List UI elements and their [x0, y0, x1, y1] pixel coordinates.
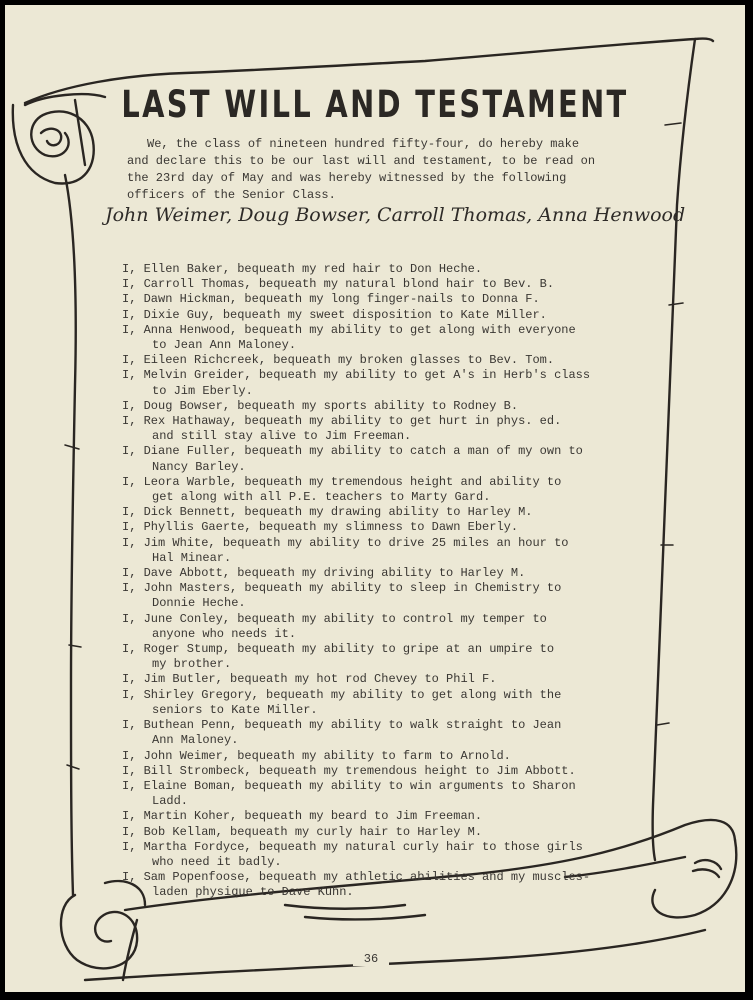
bequest-text: I, Martin Koher, bequeath my beard to Jim Freeman.: [122, 809, 483, 824]
bequest-item: [122, 612, 642, 642]
officer-signatures: John Weimer, Doug Bowser, Carroll Thomas, Anna Henwood: [105, 204, 686, 226]
bequest-text: I, Roger Stump, bequeath my ability to gripe at an umpire to: [122, 642, 555, 657]
bequest-continuation: to Jim Eberly.: [152, 383, 253, 398]
bequest-text: I, Bill Strombeck, bequeath my tremendous height to Jim Abbott.: [122, 763, 576, 778]
bequest-text: I, Buthean Penn, bequeath my ability to walk straight to Jean: [122, 718, 562, 733]
bequest-text: I, June Conley, bequeath my ability to control my temper to: [122, 611, 547, 626]
bequest-text: I, Sam Popenfoose, bequeath my athletic abilities and my muscles-: [122, 870, 591, 885]
bequest-text: I, Anna Henwood, bequeath my ability to get along with everyone: [122, 322, 576, 337]
bequest-text: I, Diane Fuller, bequeath my ability to catch a man of my own to: [122, 444, 583, 459]
bequest-item: [122, 688, 642, 718]
bequest-continuation: seniors to Kate Miller.: [152, 702, 318, 717]
bequest-list: [122, 262, 642, 901]
bequest-text: I, Dawn Hickman, bequeath my long finger-nails to Donna F.: [122, 292, 540, 307]
bequest-item: [122, 475, 642, 505]
top-curl-swirl: [41, 129, 61, 146]
bequest-text: I, Martha Fordyce, bequeath my natural curly hair to those girls: [122, 839, 583, 854]
bequest-continuation: Ann Maloney.: [152, 733, 239, 748]
bequest-text: I, Doug Bowser, bequeath my sports ability to Rodney B.: [122, 398, 519, 413]
scroll-right-edge: [653, 39, 695, 860]
bequest-item: [122, 323, 642, 353]
scroll-left-edge: [65, 175, 76, 895]
bequest-item: [122, 262, 642, 277]
bequest-item: [122, 353, 642, 368]
page-title: LAST WILL AND TESTAMENT: [121, 83, 629, 126]
bequest-continuation: to Jean Ann Maloney.: [152, 338, 297, 353]
bequest-item: [122, 870, 642, 900]
intro-paragraph: [127, 136, 627, 204]
bequest-continuation: Hal Minear.: [152, 550, 232, 565]
bequest-item: [122, 779, 642, 809]
bequest-continuation: anyone who needs it.: [152, 626, 297, 641]
bequest-item: [122, 749, 642, 764]
bottom-flourish: [693, 860, 721, 877]
bequest-item: [122, 809, 642, 824]
bequest-item: [122, 368, 642, 398]
bequest-continuation: Ladd.: [152, 794, 189, 809]
bequest-text: I, Dick Bennett, bequeath my drawing ability to Harley M.: [122, 505, 533, 520]
bequest-text: I, Melvin Greider, bequeath my ability to get A's in Herb's class: [122, 368, 591, 383]
document-page: [5, 5, 745, 992]
bequest-continuation: get along with all P.E. teachers to Marty Gard.: [152, 490, 491, 505]
bequest-item: [122, 505, 642, 520]
bequest-item: [122, 308, 642, 323]
bequest-item: [122, 718, 642, 748]
bequest-text: I, Elaine Boman, bequeath my ability to win arguments to Sharon: [122, 778, 576, 793]
bequest-continuation: and still stay alive to Jim Freeman.: [152, 429, 412, 444]
bequest-text: I, John Weimer, bequeath my ability to farm to Arnold.: [122, 748, 511, 763]
bequest-text: I, Rex Hathaway, bequeath my ability to get hurt in phys. ed.: [122, 414, 562, 429]
bequest-text: I, Shirley Gregory, bequeath my ability to get along with the: [122, 687, 562, 702]
bequest-item: [122, 414, 642, 444]
bequest-item: [122, 581, 642, 611]
bequest-item: [122, 277, 642, 292]
bequest-text: I, Carroll Thomas, bequeath my natural blond hair to Bev. B.: [122, 277, 555, 292]
bequest-text: I, Ellen Baker, bequeath my red hair to Don Heche.: [122, 262, 483, 276]
intro-line: We, the class of nineteen hundred fifty-four, do hereby make: [147, 137, 580, 151]
bequest-item: [122, 825, 642, 840]
intro-line: the 23rd day of May and was hereby witnessed by the following: [127, 171, 567, 185]
bequest-text: I, Dave Abbott, bequeath my driving ability to Harley M.: [122, 566, 526, 581]
bequest-item: [122, 520, 642, 535]
bequest-item: [122, 764, 642, 779]
bequest-item: [122, 399, 642, 414]
bottom-scroll-right-curl: [652, 840, 736, 917]
bequest-text: I, Phyllis Gaerte, bequeath my slimness to Dawn Eberly.: [122, 520, 519, 535]
bequest-item: [122, 444, 642, 474]
bottom-left-curl: [61, 895, 137, 968]
bequest-continuation: who need it badly.: [152, 854, 282, 869]
bequest-text: I, Bob Kellam, bequeath my curly hair to Harley M.: [122, 824, 483, 839]
intro-line: and declare this to be our last will and testament, to be read on: [127, 154, 596, 168]
bequest-item: [122, 642, 642, 672]
bequest-text: I, Leora Warble, bequeath my tremendous height and ability to: [122, 474, 562, 489]
bequest-continuation: my brother.: [152, 657, 232, 672]
bequest-text: I, John Masters, bequeath my ability to sleep in Chemistry to: [122, 581, 562, 596]
bequest-text: I, Jim White, bequeath my ability to drive 25 miles an hour to: [122, 535, 569, 550]
bequest-item: [122, 672, 642, 687]
bequest-item: [122, 536, 642, 566]
bequest-continuation: Nancy Barley.: [152, 459, 246, 474]
bequest-item: [122, 292, 642, 307]
bequest-continuation: laden physique to Dave Kuhn.: [152, 885, 354, 900]
bequest-continuation: Donnie Heche.: [152, 596, 246, 611]
bequest-text: I, Dixie Guy, bequeath my sweet disposition to Kate Miller.: [122, 307, 547, 322]
page-number: 36: [353, 952, 389, 966]
bottom-scroll-bottom: [85, 930, 705, 980]
bequest-text: I, Jim Butler, bequeath my hot rod Chevey to Phil F.: [122, 672, 497, 687]
bequest-item: [122, 840, 642, 870]
intro-line: officers of the Senior Class.: [127, 188, 336, 202]
bequest-item: [122, 566, 642, 581]
bequest-text: I, Eileen Richcreek, bequeath my broken glasses to Bev. Tom.: [122, 353, 555, 368]
